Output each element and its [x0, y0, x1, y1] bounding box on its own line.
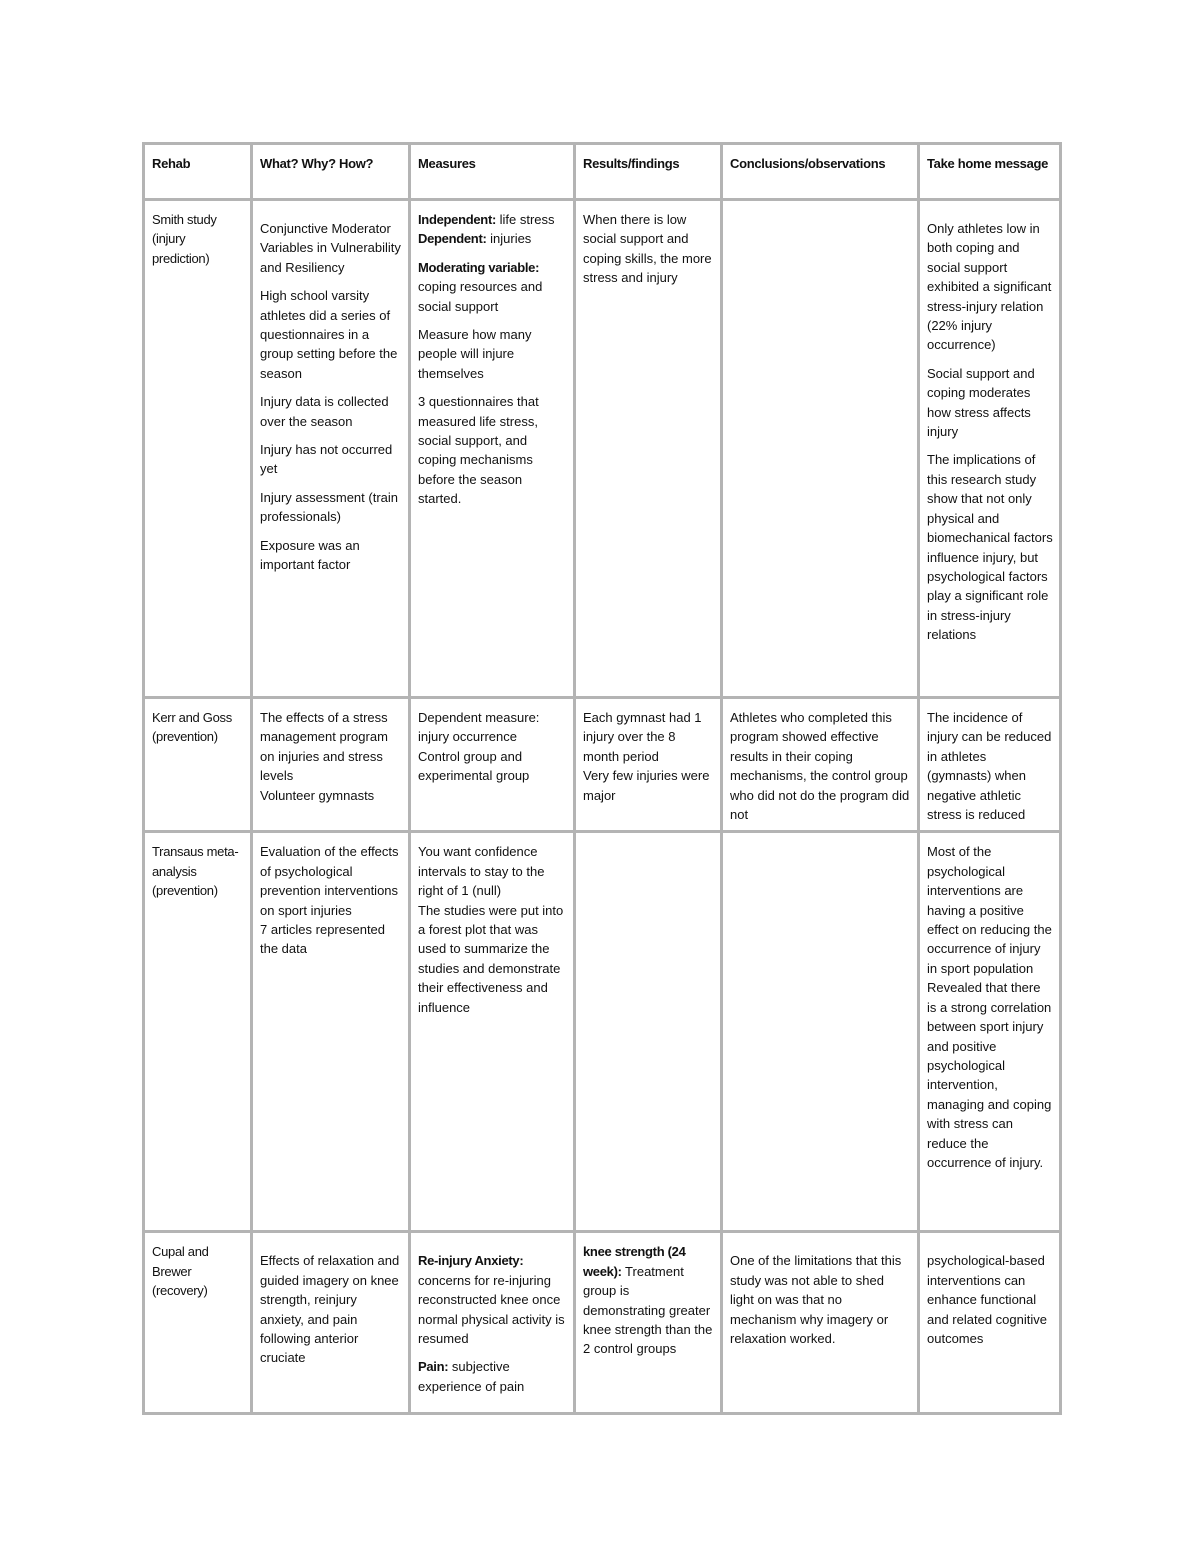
line: Very few injuries were major: [583, 768, 710, 803]
cell-cupal-measures: [410, 1232, 575, 1414]
moderating-text: coping resources and social support: [418, 279, 543, 314]
cell-transaus-conclusions: [722, 832, 919, 1232]
table-header-row: [144, 144, 1061, 200]
line: Each gymnast had 1 injury over the 8 month period: [583, 710, 702, 764]
paragraph: Injury has not occurred yet: [260, 442, 393, 477]
cell-transaus-takehome: [919, 832, 1061, 1232]
dependent-text: injuries: [486, 231, 532, 247]
paragraph: Measure how many people will injure themselves: [418, 327, 532, 381]
paragraph: The implications of this research study show that not only physical and biomechanical factors influence injury, but psychological factors play a significant role in stress-injury relations: [927, 452, 1053, 643]
anxiety-text: concerns for re-injuring reconstructed knee once normal physical activity is resumed: [418, 1272, 565, 1347]
pain-paragraph: [418, 1357, 567, 1396]
cell-transaus-results: [575, 832, 722, 1232]
header-rehab: Rehab: [144, 144, 252, 200]
cell-smith-conclusions: [722, 200, 919, 698]
cell-cupal-what: Effects of relaxation and guided imagery on knee strength, reinjury anxiety, and pain following anterior cruciate: [252, 1232, 410, 1414]
cell-cupal-conclusions: One of the limitations that this study was not able to shed light on was that no mechanism why imagery or relaxation worked.: [722, 1232, 919, 1414]
line: Revealed that there is a strong correlation between sport injury and positive psychological intervention, managing and coping with stress can reduce the occurrence of injury.: [927, 980, 1052, 1170]
row-label-smith-study: Smith study (injury prediction): [144, 200, 252, 698]
line: Dependent measure: injury occurrence: [418, 710, 540, 745]
table-row: [144, 832, 1061, 1232]
paragraph: Exposure was an important factor: [260, 537, 360, 573]
paragraph: Conjunctive Moderator Variables in Vulnerability and Resiliency: [260, 221, 401, 275]
rehab-studies-table: [142, 142, 1062, 1415]
cell-smith-takehome: [919, 200, 1061, 698]
cell-transaus-measures: [410, 832, 575, 1232]
cell-kerr-takehome: The incidence of injury can be reduced in athletes (gymnasts) when negative athletic stress is reduced: [919, 698, 1061, 832]
table-row: [144, 200, 1061, 698]
independent-text: life stress: [496, 212, 555, 227]
cell-cupal-takehome: psychological-based interventions can enhance functional and related cognitive outcomes: [919, 1232, 1061, 1414]
anxiety-paragraph: [418, 1251, 567, 1348]
cell-smith-what: [252, 200, 410, 698]
line: Control group and experimental group: [418, 748, 530, 784]
cell-kerr-conclusions: Athletes who completed this program showed effective results in their coping mechanisms, the control group who did not do the program did not: [722, 698, 919, 832]
paragraph: Social support and coping moderates how stress affects injury: [927, 365, 1035, 440]
knee-strength-text: Treatment group is demonstrating greater knee strength than the 2 control groups: [583, 1263, 713, 1357]
line: Most of the psychological interventions are having a positive effect on reducing the occurrence of injury in sport population: [927, 844, 1052, 976]
header-measures: Measures: [410, 144, 575, 200]
cell-cupal-results: [575, 1232, 722, 1414]
cell-kerr-results: [575, 698, 722, 832]
paragraph: High school varsity athletes did a series of questionnaires in a group setting before the season: [260, 288, 398, 381]
table-row: [144, 1232, 1061, 1414]
knee-strength-label: knee strength (24 week):: [583, 1244, 686, 1279]
line: The effects of a stress management program on injuries and stress levels: [260, 710, 388, 784]
line: The studies were put into a forest plot that was used to summarize the studies and demonstrate their effectiveness and influence: [418, 902, 564, 1015]
header-what-why-how: What? Why? How?: [252, 144, 410, 200]
line: You want confidence intervals to stay to the right of 1 (null): [418, 844, 545, 899]
line: 7 articles represented the data: [260, 922, 386, 957]
cell-kerr-measures: [410, 698, 575, 832]
cell-smith-measures: [410, 200, 575, 698]
table-row: [144, 698, 1061, 832]
dependent-label: Dependent:: [418, 231, 487, 247]
moderating-label: Moderating variable:: [418, 259, 540, 275]
line: Evaluation of the effects of psychological prevention interventions on sport injuries: [260, 844, 399, 918]
row-label-cupal-brewer: Cupal and Brewer (recovery): [144, 1232, 252, 1414]
pain-label: Pain:: [418, 1359, 449, 1375]
paragraph: Only athletes low in both coping and social support exhibited a significant stress-injury relation (22% injury occurrence): [927, 221, 1052, 353]
cell-kerr-what: [252, 698, 410, 832]
anxiety-label: Re-injury Anxiety:: [418, 1253, 524, 1269]
paragraph: Injury assessment (train professionals): [260, 489, 398, 525]
row-label-transaus: Transaus meta-analysis (prevention): [144, 832, 252, 1232]
paragraph: Injury data is collected over the season: [260, 394, 389, 429]
row-label-kerr-goss: Kerr and Goss (prevention): [144, 698, 252, 832]
pain-text: subjective experience of pain: [418, 1359, 525, 1394]
paragraph: 3 questionnaires that measured life stress, social support, and coping mechanisms before the season started.: [418, 394, 539, 507]
line: Volunteer gymnasts: [260, 787, 375, 803]
cell-smith-results: When there is low social support and coping skills, the more stress and injury: [575, 200, 722, 698]
header-take-home-message: Take home message: [919, 144, 1061, 200]
variables-paragraph: [418, 210, 567, 249]
independent-label: Independent:: [418, 212, 497, 227]
cell-transaus-what: [252, 832, 410, 1232]
header-results-findings: Results/findings: [575, 144, 722, 200]
header-conclusions-observations: Conclusions/observations: [722, 144, 919, 200]
moderating-paragraph: [418, 258, 567, 316]
